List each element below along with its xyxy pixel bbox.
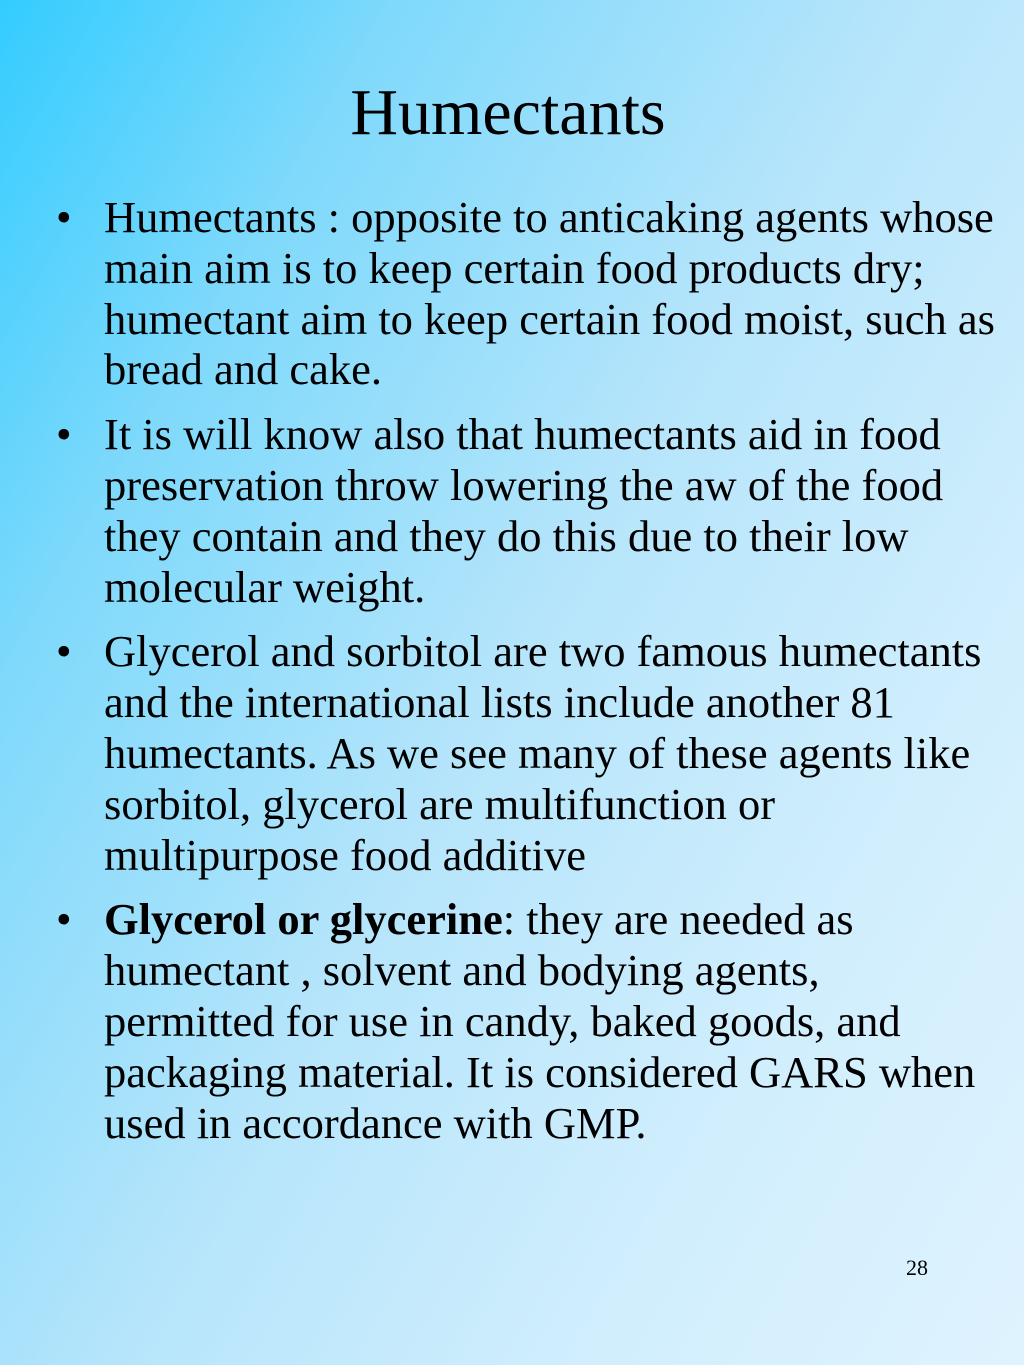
bullet-text: It is will know also that humectants aid in food preservation throw lowering the aw of the food they contain and they do this due to their low molecular weight. xyxy=(104,409,944,612)
page-number: 28 xyxy=(906,1255,928,1280)
bullet-item xyxy=(0,894,1000,1148)
bullet-text: Humectants : opposite to anticaking agents whose main aim is to keep certain food products dry; humectant aim to keep certain food moist, such as bread and cake. xyxy=(104,192,995,395)
bullet-marker: • xyxy=(56,626,72,677)
slide-title: Humectants xyxy=(350,76,666,149)
bullet-item xyxy=(0,192,1000,395)
bullet-bold-lead: Glycerol or glycerine xyxy=(104,894,503,945)
bullet-text: Glycerol and sorbitol are two famous humectants and the international lists include another 81 humectants. As we see many of these agents like sorbitol, glycerol are multifunction or multipurpose food additive xyxy=(104,626,982,880)
bullet-text: : they are needed as humectant , solvent and bodying agents, permitted for use in candy, baked goods, and packaging material. It is considered GARS when used in accordance with GMP. xyxy=(104,894,976,1148)
bullet-marker: • xyxy=(56,894,72,945)
bullet-item xyxy=(0,409,1000,612)
bullet-marker: • xyxy=(56,192,72,242)
bullet-list xyxy=(0,192,1000,1162)
bullet-marker: • xyxy=(56,409,72,460)
bullet-item xyxy=(0,626,1000,880)
